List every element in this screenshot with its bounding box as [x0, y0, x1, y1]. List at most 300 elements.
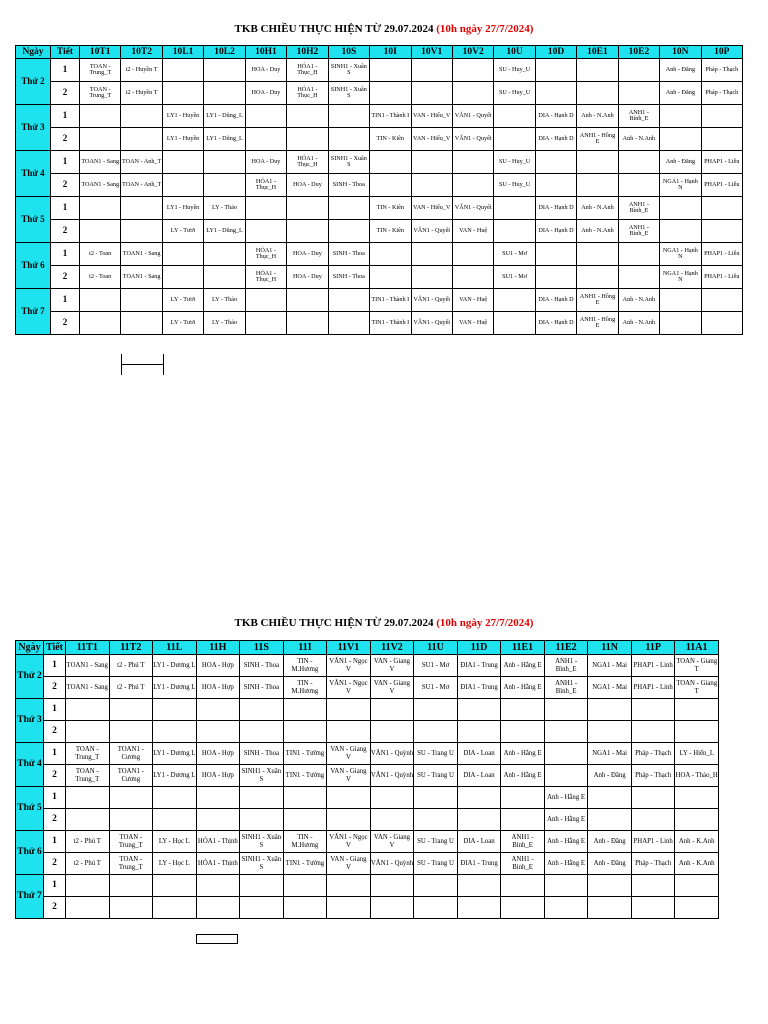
schedule-cell — [287, 105, 328, 128]
schedule-cell: Anh - Đăng — [588, 831, 632, 853]
schedule-cell: LY - Tươi — [162, 220, 203, 243]
period-number: 2 — [44, 765, 66, 787]
schedule-cell — [675, 875, 719, 897]
schedule-cell: TOAN1 - Sang — [121, 266, 162, 289]
schedule-cell — [494, 128, 535, 151]
schedule-cell: Anh - Đăng — [660, 59, 701, 82]
header-class: 10V2 — [452, 46, 493, 59]
schedule-cell — [414, 809, 458, 831]
schedule-cell — [544, 875, 588, 897]
schedule-cell: VĂN1 - Quyết — [411, 289, 452, 312]
schedule-cell: Anh - Hằng E — [501, 655, 545, 677]
schedule-cell — [121, 128, 162, 151]
header-class: 11U — [414, 641, 458, 655]
schedule-cell: HÓA1 - Thục_H — [287, 82, 328, 105]
schedule-cell: TOAN - Trung_T — [80, 59, 121, 82]
schedule-cell — [411, 151, 452, 174]
schedule-cell — [631, 721, 675, 743]
schedule-cell — [327, 897, 371, 919]
schedule-cell: VĂN1 - Quyết — [452, 105, 493, 128]
day-label: Thứ 7 — [16, 875, 44, 919]
schedule-cell — [631, 787, 675, 809]
schedule-cell — [414, 721, 458, 743]
schedule-cell — [240, 809, 284, 831]
schedule-cell — [80, 105, 121, 128]
table-row — [16, 174, 743, 197]
schedule-cell — [701, 128, 742, 151]
schedule-cell: PHAP1 - Liễu — [701, 151, 742, 174]
period-number: 1 — [44, 655, 66, 677]
schedule-cell — [452, 174, 493, 197]
schedule-cell: TOAN - Trung_T — [109, 853, 153, 875]
schedule-cell — [196, 721, 240, 743]
schedule-cell: Anh - K.Anh — [675, 831, 719, 853]
schedule-cell — [535, 266, 576, 289]
schedule-cell — [287, 312, 328, 335]
schedule-cell: TOAN - Giang T — [675, 655, 719, 677]
table-row — [16, 243, 743, 266]
schedule-cell — [411, 266, 452, 289]
period-number: 2 — [51, 82, 80, 105]
schedule-cell — [544, 765, 588, 787]
schedule-cell — [675, 897, 719, 919]
schedule-cell: SU - Trang U — [414, 765, 458, 787]
schedule-cell — [618, 151, 659, 174]
schedule-cell: DIA - Hạnh D — [535, 289, 576, 312]
schedule-cell: NGA1 - Mai — [588, 743, 632, 765]
schedule-cell: VAN - Giang V — [327, 765, 371, 787]
schedule-cell — [494, 105, 535, 128]
schedule-cell: t2 - Huyền T — [121, 59, 162, 82]
schedule-cell: VAN - Huệ — [452, 220, 493, 243]
schedule-cell: VĂN1 - Ngọc V — [327, 655, 371, 677]
schedule-cell — [283, 699, 327, 721]
schedule-cell: VAN - Giang V — [327, 743, 371, 765]
schedule-cell: PHAP1 - Linh — [631, 677, 675, 699]
schedule-cell — [327, 721, 371, 743]
header-class: 10S — [328, 46, 369, 59]
schedule-cell — [660, 197, 701, 220]
schedule-cell — [577, 151, 618, 174]
period-number: 1 — [44, 699, 66, 721]
schedule-cell — [66, 721, 110, 743]
period-number: 1 — [51, 105, 80, 128]
schedule-cell — [501, 787, 545, 809]
schedule-cell — [245, 289, 286, 312]
schedule-cell — [414, 699, 458, 721]
header-class: 10T2 — [121, 46, 162, 59]
schedule-cell: Anh - Đăng — [588, 765, 632, 787]
schedule-cell: ANH1 - Bình_E — [618, 105, 659, 128]
schedule-cell: ANH1 - Bình_E — [544, 677, 588, 699]
schedule-cell: PHAP1 - Liễu — [701, 174, 742, 197]
header-class: 11T1 — [66, 641, 110, 655]
schedule-cell: Anh - N.Anh — [618, 312, 659, 335]
schedule-cell: SINH - Thoa — [240, 743, 284, 765]
schedule-cell: NGA1 - Mai — [588, 677, 632, 699]
schedule-cell — [535, 243, 576, 266]
schedule-cell — [494, 197, 535, 220]
schedule-cell: HÓA1 - Thịnh — [196, 831, 240, 853]
schedule-cell — [701, 105, 742, 128]
schedule-cell: SU1 - Mơ — [494, 243, 535, 266]
schedule-cell — [327, 787, 371, 809]
period-number: 2 — [51, 174, 80, 197]
schedule-cell — [588, 699, 632, 721]
schedule-cell: TOAN - Trung_T — [66, 765, 110, 787]
schedule-cell — [153, 897, 197, 919]
schedule-cell — [452, 266, 493, 289]
schedule-cell — [370, 266, 411, 289]
schedule-cell — [204, 243, 245, 266]
schedule-cell — [283, 897, 327, 919]
schedule-cell: PHAP1 - Liễu — [701, 243, 742, 266]
schedule-cell: HOA - Duy — [287, 174, 328, 197]
schedule-cell: LY1 - Huyền — [162, 128, 203, 151]
schedule-cell: VAN - Huệ — [452, 289, 493, 312]
schedule-cell: VĂN1 - Quyết — [411, 312, 452, 335]
schedule-cell: PHAP1 - Linh — [631, 831, 675, 853]
header-class: 11S — [240, 641, 284, 655]
header-class: 11T2 — [109, 641, 153, 655]
schedule-cell — [535, 82, 576, 105]
schedule-cell — [701, 220, 742, 243]
header-class: 11E2 — [544, 641, 588, 655]
schedule-cell — [701, 289, 742, 312]
header-class: 10U — [494, 46, 535, 59]
schedule-cell — [66, 809, 110, 831]
schedule-cell: ĐIA1 - Trung — [457, 677, 501, 699]
schedule-cell — [494, 289, 535, 312]
schedule-cell: SU - Trang U — [414, 853, 458, 875]
schedule-cell — [287, 289, 328, 312]
schedule-cell: SU1 - Mơ — [414, 655, 458, 677]
schedule-cell: Anh - K.Anh — [675, 853, 719, 875]
header-class: 10E2 — [618, 46, 659, 59]
table-row — [16, 743, 719, 765]
schedule-cell — [660, 128, 701, 151]
schedule-cell — [588, 787, 632, 809]
schedule-cell: HOA - Hợp — [196, 677, 240, 699]
schedule-cell — [162, 82, 203, 105]
schedule-cell — [675, 721, 719, 743]
schedule-title-10 — [0, 23, 768, 35]
schedule-cell: LY - Tươi — [162, 289, 203, 312]
title-main: TKB CHIỀU THỰC HIỆN TỪ 29.07.2024 — [234, 617, 434, 629]
table-row — [16, 699, 719, 721]
schedule-cell: Anh - Đăng — [660, 82, 701, 105]
schedule-cell — [370, 721, 414, 743]
schedule-cell — [80, 128, 121, 151]
schedule-cell — [196, 787, 240, 809]
schedule-cell — [675, 809, 719, 831]
schedule-cell: VĂN1 - Quyết — [452, 128, 493, 151]
schedule-cell: LY - Thảo — [204, 312, 245, 335]
schedule-cell — [328, 220, 369, 243]
schedule-cell — [204, 266, 245, 289]
day-label: Thứ 3 — [16, 105, 51, 151]
schedule-cell — [631, 699, 675, 721]
schedule-cell: ANH1 - Hồng E — [577, 289, 618, 312]
schedule-cell — [457, 875, 501, 897]
schedule-cell: DIA - Hạnh D — [535, 197, 576, 220]
schedule-cell: LY1 - Huyền — [162, 197, 203, 220]
schedule-cell: ANH1 - Hồng E — [577, 312, 618, 335]
schedule-cell: Pháp - Thạch — [631, 743, 675, 765]
period-number: 1 — [44, 831, 66, 853]
schedule-cell — [544, 743, 588, 765]
schedule-cell — [153, 787, 197, 809]
schedule-cell — [204, 151, 245, 174]
schedule-cell — [370, 699, 414, 721]
schedule-cell: TOAN - Giang T — [675, 677, 719, 699]
day-label: Thứ 6 — [16, 831, 44, 875]
schedule-cell: ĐIA1 - Trung — [457, 655, 501, 677]
schedule-cell — [121, 289, 162, 312]
schedule-cell — [327, 809, 371, 831]
schedule-cell: SU1 - Mơ — [494, 266, 535, 289]
schedule-cell — [535, 151, 576, 174]
period-number: 2 — [44, 853, 66, 875]
schedule-cell: Pháp - Thạch — [701, 82, 742, 105]
schedule-cell — [457, 699, 501, 721]
schedule-cell: VAN - Giang V — [370, 831, 414, 853]
schedule-cell — [535, 59, 576, 82]
schedule-cell: SU - Huy_U — [494, 82, 535, 105]
schedule-cell: ĐIA1 - Trung — [457, 853, 501, 875]
header-day: Ngày — [16, 46, 51, 59]
schedule-cell — [577, 266, 618, 289]
table-row — [16, 151, 743, 174]
schedule-cell: HOA - Duy — [287, 243, 328, 266]
schedule-cell — [660, 289, 701, 312]
schedule-cell: ANH1 - Bình_E — [618, 197, 659, 220]
schedule-cell — [660, 105, 701, 128]
schedule-cell — [80, 220, 121, 243]
schedule-cell: SINH1 - Xuân S — [328, 82, 369, 105]
schedule-cell: Pháp - Thạch — [701, 59, 742, 82]
schedule-cell — [162, 59, 203, 82]
table-row — [16, 721, 719, 743]
schedule-cell: HOA - Duy — [245, 82, 286, 105]
schedule-cell — [121, 312, 162, 335]
schedule-cell — [287, 128, 328, 151]
period-number: 1 — [51, 289, 80, 312]
schedule-cell: SINH - Thoa — [328, 243, 369, 266]
schedule-cell: DIA - Hạnh D — [535, 312, 576, 335]
schedule-cell — [162, 243, 203, 266]
schedule-cell — [328, 197, 369, 220]
schedule-cell: LY - Tươi — [162, 312, 203, 335]
schedule-cell — [370, 875, 414, 897]
title-note: (10h ngày 27/7/2024) — [436, 23, 534, 35]
schedule-cell — [452, 243, 493, 266]
schedule-cell — [245, 128, 286, 151]
schedule-cell: HÓA1 - Thục_H — [287, 151, 328, 174]
schedule-cell — [204, 82, 245, 105]
schedule-cell — [370, 174, 411, 197]
period-number: 2 — [44, 677, 66, 699]
table-row — [16, 677, 719, 699]
schedule-cell: LY1 - Dũng_L — [204, 105, 245, 128]
schedule-cell: PHAP1 - Linh — [631, 655, 675, 677]
schedule-cell: Anh - Hằng E — [501, 677, 545, 699]
schedule-cell — [196, 897, 240, 919]
schedule-cell: Pháp - Thạch — [631, 765, 675, 787]
schedule-cell: TIN - Kiên — [370, 197, 411, 220]
schedule-cell: HÓA1 - Thịnh — [196, 853, 240, 875]
schedule-cell: Anh - N.Anh — [577, 105, 618, 128]
schedule-cell: Anh - Hằng E — [544, 831, 588, 853]
schedule-cell — [370, 59, 411, 82]
schedule-cell: TOAN1 - Sang — [66, 655, 110, 677]
schedule-cell — [411, 82, 452, 105]
schedule-cell — [618, 59, 659, 82]
header-class: 10L1 — [162, 46, 203, 59]
schedule-cell: TIN - M.Hương — [283, 677, 327, 699]
schedule-cell — [501, 699, 545, 721]
schedule-cell: ANH1 - Bình_E — [544, 655, 588, 677]
schedule-cell: TIN1 - Tường — [283, 853, 327, 875]
schedule-cell: TIN1 - Thành I — [370, 289, 411, 312]
schedule-cell — [109, 721, 153, 743]
schedule-cell: DIA - Loan — [457, 743, 501, 765]
schedule-cell: DIA - Hạnh D — [535, 105, 576, 128]
schedule-cell: TIN - Kiên — [370, 220, 411, 243]
day-label: Thứ 4 — [16, 743, 44, 787]
schedule-cell: ANH1 - Bình_E — [618, 220, 659, 243]
schedule-cell — [660, 220, 701, 243]
header-class: 11V1 — [327, 641, 371, 655]
schedule-cell — [153, 699, 197, 721]
schedule-cell: SU - Trang U — [414, 743, 458, 765]
schedule-cell: VAN - Hiếu_V — [411, 197, 452, 220]
schedule-table-11 — [15, 640, 719, 919]
period-number: 2 — [51, 266, 80, 289]
schedule-cell: VĂN1 - Quỳnh — [370, 765, 414, 787]
schedule-cell — [245, 105, 286, 128]
schedule-cell: HOA - Duy — [287, 266, 328, 289]
header-class: 10T1 — [80, 46, 121, 59]
schedule-cell: LY - Thảo — [204, 289, 245, 312]
table-row — [16, 105, 743, 128]
table-row — [16, 765, 719, 787]
schedule-cell — [240, 787, 284, 809]
header-class: 10V1 — [411, 46, 452, 59]
schedule-cell — [631, 875, 675, 897]
schedule-cell: TOAN1 - Cương — [109, 743, 153, 765]
title-note: (10h ngày 27/7/2024) — [436, 617, 534, 629]
schedule-cell: DIA - Hạnh D — [535, 220, 576, 243]
header-class: 10I — [370, 46, 411, 59]
schedule-cell — [660, 312, 701, 335]
schedule-cell — [411, 243, 452, 266]
schedule-cell — [588, 897, 632, 919]
schedule-cell — [162, 151, 203, 174]
schedule-cell: Anh - Hằng E — [501, 743, 545, 765]
schedule-cell: NGA1 - Hạnh N — [660, 266, 701, 289]
schedule-cell — [240, 897, 284, 919]
schedule-cell: SINH - Thoa — [328, 174, 369, 197]
table-row — [16, 897, 719, 919]
header-tiet: Tiết — [51, 46, 80, 59]
schedule-cell: HÓA1 - Thục_H — [245, 243, 286, 266]
schedule-cell: LY1 - Huyền — [162, 105, 203, 128]
schedule-cell: VAN - Giang V — [370, 677, 414, 699]
schedule-cell: VAN - Giang V — [370, 655, 414, 677]
schedule-title-11 — [0, 617, 768, 629]
schedule-cell — [109, 809, 153, 831]
schedule-cell: TIN1 - Thành I — [370, 105, 411, 128]
schedule-cell: ANH1 - Bình_E — [501, 853, 545, 875]
schedule-cell: t2 - Phú T — [66, 831, 110, 853]
period-number: 2 — [44, 809, 66, 831]
schedule-cell: NGA1 - Hạnh N — [660, 174, 701, 197]
schedule-cell: TIN1 - Tường — [283, 743, 327, 765]
schedule-cell: SINH - Thoa — [328, 266, 369, 289]
schedule-cell — [577, 243, 618, 266]
schedule-cell: VAN - Huệ — [452, 312, 493, 335]
schedule-cell: TIN - M.Hương — [283, 655, 327, 677]
schedule-cell: TOAN1 - Cương — [109, 765, 153, 787]
schedule-cell: t2 - Toan — [80, 243, 121, 266]
schedule-cell: t2 - Phú T — [109, 677, 153, 699]
schedule-cell — [370, 82, 411, 105]
schedule-cell — [588, 809, 632, 831]
schedule-cell — [196, 809, 240, 831]
schedule-cell — [452, 59, 493, 82]
schedule-cell: LY - Học L — [153, 853, 197, 875]
schedule-cell: LY - Thảo — [204, 197, 245, 220]
schedule-cell: TOAN1 - Sang — [121, 243, 162, 266]
header-class: 11E1 — [501, 641, 545, 655]
period-number: 2 — [44, 721, 66, 743]
table-row — [16, 853, 719, 875]
schedule-cell — [240, 875, 284, 897]
header-tiet: Tiết — [44, 641, 66, 655]
table-row — [16, 59, 743, 82]
schedule-cell — [240, 721, 284, 743]
table-row — [16, 197, 743, 220]
schedule-cell — [80, 197, 121, 220]
schedule-cell: HOA - Hợp — [196, 655, 240, 677]
schedule-cell: SINH1 - Xuân S — [240, 853, 284, 875]
schedule-table-10 — [15, 45, 743, 335]
schedule-cell — [370, 151, 411, 174]
schedule-cell — [501, 875, 545, 897]
schedule-cell — [109, 897, 153, 919]
schedule-cell — [162, 174, 203, 197]
schedule-cell: NGA1 - Mai — [588, 655, 632, 677]
schedule-cell — [327, 699, 371, 721]
schedule-cell: HOA - Hợp — [196, 743, 240, 765]
schedule-cell: SINH1 - Xuân S — [240, 765, 284, 787]
schedule-cell — [370, 897, 414, 919]
schedule-cell — [121, 197, 162, 220]
schedule-cell: VĂN1 - Ngọc V — [327, 831, 371, 853]
schedule-cell — [411, 59, 452, 82]
schedule-cell — [414, 787, 458, 809]
schedule-cell: HOA - Thảo_H — [675, 765, 719, 787]
schedule-cell — [675, 699, 719, 721]
schedule-cell — [618, 82, 659, 105]
schedule-cell: Anh - Hằng E — [544, 853, 588, 875]
schedule-cell — [494, 312, 535, 335]
schedule-cell: VĂN1 - Quyết — [452, 197, 493, 220]
schedule-cell — [577, 59, 618, 82]
schedule-cell: HÓA1 - Thục_H — [287, 59, 328, 82]
schedule-cell: Anh - Hằng E — [501, 765, 545, 787]
